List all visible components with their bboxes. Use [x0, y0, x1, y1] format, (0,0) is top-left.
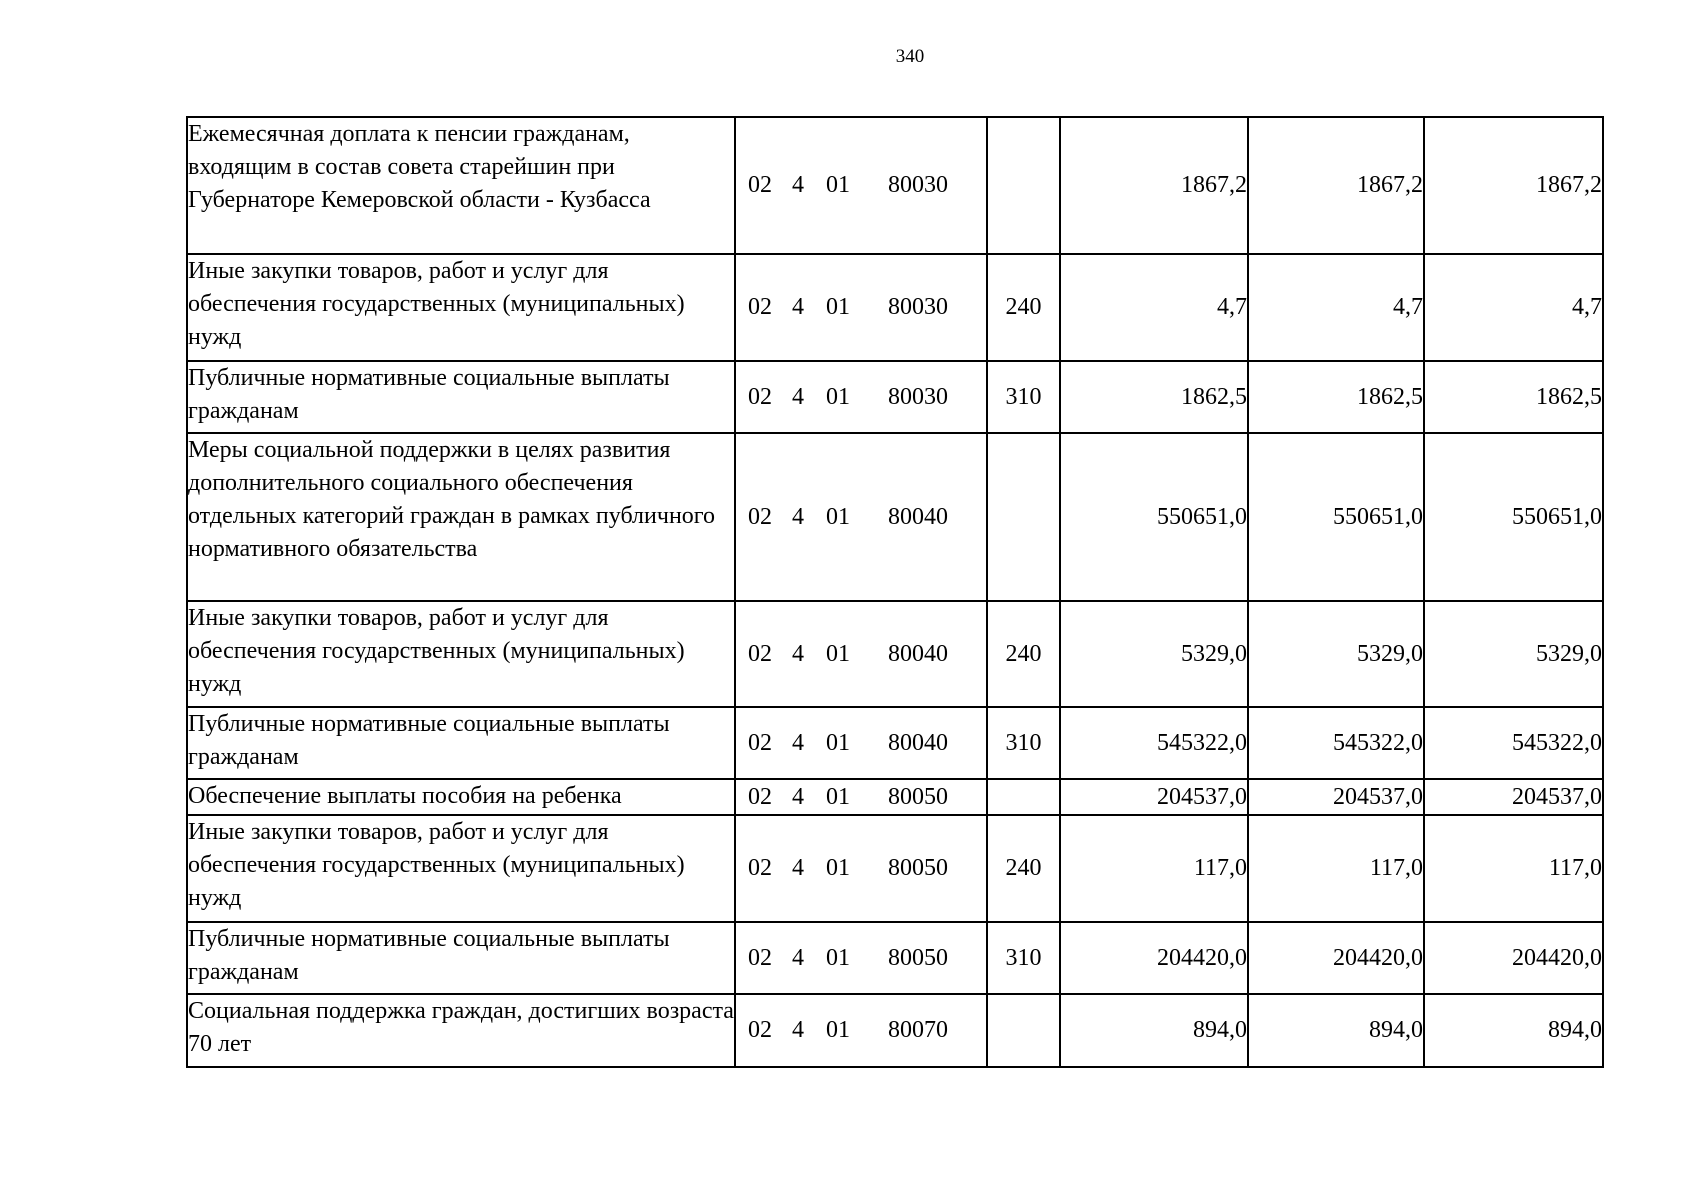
row-name: Публичные нормативные социальные выплаты гражданам: [187, 707, 735, 779]
main-event-code: 01: [826, 1017, 850, 1043]
amount-year-2: 117,0: [1248, 815, 1424, 922]
amount-year-2: 5329,0: [1248, 601, 1424, 707]
main-event-code: 01: [826, 729, 850, 756]
amount-year-2: 1867,2: [1248, 117, 1424, 254]
direction-code: 80030: [888, 383, 948, 410]
direction-code: 80050: [888, 783, 948, 810]
row-name: Ежемесячная доплата к пенсии гражданам, входящим в состав совета старейшин при Губернаторе Кемеровской области - Кузбасса: [187, 117, 735, 254]
direction-code: 80040: [888, 503, 948, 530]
expense-type-code: 310: [987, 922, 1060, 994]
table-row: [187, 254, 1603, 361]
direction-code: 80070: [888, 1017, 948, 1043]
direction-code: 80050: [888, 855, 948, 881]
table-row: [187, 433, 1603, 601]
expense-type-code: [987, 779, 1060, 815]
expense-type-code: 240: [987, 815, 1060, 922]
row-name: Социальная поддержка граждан, достигших возраста 70 лет: [187, 994, 735, 1067]
main-event-code: 01: [826, 783, 850, 810]
table-row: [187, 922, 1603, 994]
subprogram-code: 4: [792, 1017, 804, 1043]
direction-code: 80040: [888, 729, 948, 756]
target-article-code: [735, 707, 987, 779]
expense-type-code: [987, 433, 1060, 601]
table-row: [187, 779, 1603, 815]
amount-year-2: 894,0: [1248, 994, 1424, 1067]
program-code: 02: [748, 855, 772, 881]
row-name: Иные закупки товаров, работ и услуг для обеспечения государственных (муниципальных) нужд: [187, 815, 735, 922]
program-code: 02: [748, 503, 772, 530]
budget-table: [186, 116, 1604, 1068]
amount-year-3: 204537,0: [1424, 779, 1603, 815]
amount-year-3: 550651,0: [1424, 433, 1603, 601]
table-row: [187, 994, 1603, 1067]
row-name: Иные закупки товаров, работ и услуг для обеспечения государственных (муниципальных) нужд: [187, 254, 735, 361]
row-name: Обеспечение выплаты пособия на ребенка: [187, 779, 735, 815]
amount-year-2: 204420,0: [1248, 922, 1424, 994]
expense-type-code: 310: [987, 707, 1060, 779]
program-code: 02: [748, 729, 772, 756]
main-event-code: 01: [826, 383, 850, 410]
target-article-code: [735, 994, 987, 1067]
direction-code: 80050: [888, 944, 948, 971]
target-article-code: [735, 117, 987, 254]
amount-year-1: 5329,0: [1060, 601, 1248, 707]
expense-type-code: 240: [987, 254, 1060, 361]
expense-type-code: [987, 117, 1060, 254]
amount-year-2: 550651,0: [1248, 433, 1424, 601]
direction-code: 80040: [888, 640, 948, 667]
subprogram-code: 4: [792, 503, 804, 530]
table-row: [187, 117, 1603, 254]
amount-year-3: 894,0: [1424, 994, 1603, 1067]
main-event-code: 01: [826, 855, 850, 881]
program-code: 02: [748, 783, 772, 810]
program-code: 02: [748, 944, 772, 971]
amount-year-2: 1862,5: [1248, 361, 1424, 433]
direction-code: 80030: [888, 294, 948, 320]
amount-year-3: 545322,0: [1424, 707, 1603, 779]
amount-year-3: 1862,5: [1424, 361, 1603, 433]
program-code: 02: [748, 294, 772, 320]
amount-year-1: 1867,2: [1060, 117, 1248, 254]
amount-year-1: 204420,0: [1060, 922, 1248, 994]
amount-year-3: 117,0: [1424, 815, 1603, 922]
amount-year-2: 545322,0: [1248, 707, 1424, 779]
row-name: Меры социальной поддержки в целях развития дополнительного социального обеспечения отдельных категорий граждан в рамках публичного нормативного обязательства: [187, 433, 735, 601]
program-code: 02: [748, 640, 772, 667]
amount-year-1: 204537,0: [1060, 779, 1248, 815]
amount-year-3: 1867,2: [1424, 117, 1603, 254]
subprogram-code: 4: [792, 783, 804, 810]
target-article-code: [735, 433, 987, 601]
expense-type-code: 310: [987, 361, 1060, 433]
program-code: 02: [748, 1017, 772, 1043]
row-name: Иные закупки товаров, работ и услуг для обеспечения государственных (муниципальных) нужд: [187, 601, 735, 707]
target-article-code: [735, 361, 987, 433]
target-article-code: [735, 254, 987, 361]
amount-year-3: 4,7: [1424, 254, 1603, 361]
amount-year-1: 4,7: [1060, 254, 1248, 361]
expense-type-code: 240: [987, 601, 1060, 707]
table-row: [187, 707, 1603, 779]
main-event-code: 01: [826, 944, 850, 971]
target-article-code: [735, 779, 987, 815]
main-event-code: 01: [826, 172, 850, 198]
main-event-code: 01: [826, 640, 850, 667]
amount-year-1: 545322,0: [1060, 707, 1248, 779]
subprogram-code: 4: [792, 294, 804, 320]
row-name: Публичные нормативные социальные выплаты гражданам: [187, 361, 735, 433]
amount-year-2: 204537,0: [1248, 779, 1424, 815]
amount-year-1: 117,0: [1060, 815, 1248, 922]
main-event-code: 01: [826, 503, 850, 530]
amount-year-1: 1862,5: [1060, 361, 1248, 433]
target-article-code: [735, 815, 987, 922]
subprogram-code: 4: [792, 855, 804, 881]
amount-year-1: 550651,0: [1060, 433, 1248, 601]
target-article-code: [735, 601, 987, 707]
page-number: 340: [895, 46, 925, 67]
amount-year-3: 204420,0: [1424, 922, 1603, 994]
subprogram-code: 4: [792, 729, 804, 756]
amount-year-3: 5329,0: [1424, 601, 1603, 707]
subprogram-code: 4: [792, 640, 804, 667]
subprogram-code: 4: [792, 944, 804, 971]
target-article-code: [735, 922, 987, 994]
table-row: [187, 361, 1603, 433]
amount-year-1: 894,0: [1060, 994, 1248, 1067]
program-code: 02: [748, 383, 772, 410]
program-code: 02: [748, 172, 772, 198]
row-name: Публичные нормативные социальные выплаты гражданам: [187, 922, 735, 994]
subprogram-code: 4: [792, 172, 804, 198]
expense-type-code: [987, 994, 1060, 1067]
direction-code: 80030: [888, 172, 948, 198]
table-row: [187, 601, 1603, 707]
table-row: [187, 815, 1603, 922]
main-event-code: 01: [826, 294, 850, 320]
subprogram-code: 4: [792, 383, 804, 410]
amount-year-2: 4,7: [1248, 254, 1424, 361]
